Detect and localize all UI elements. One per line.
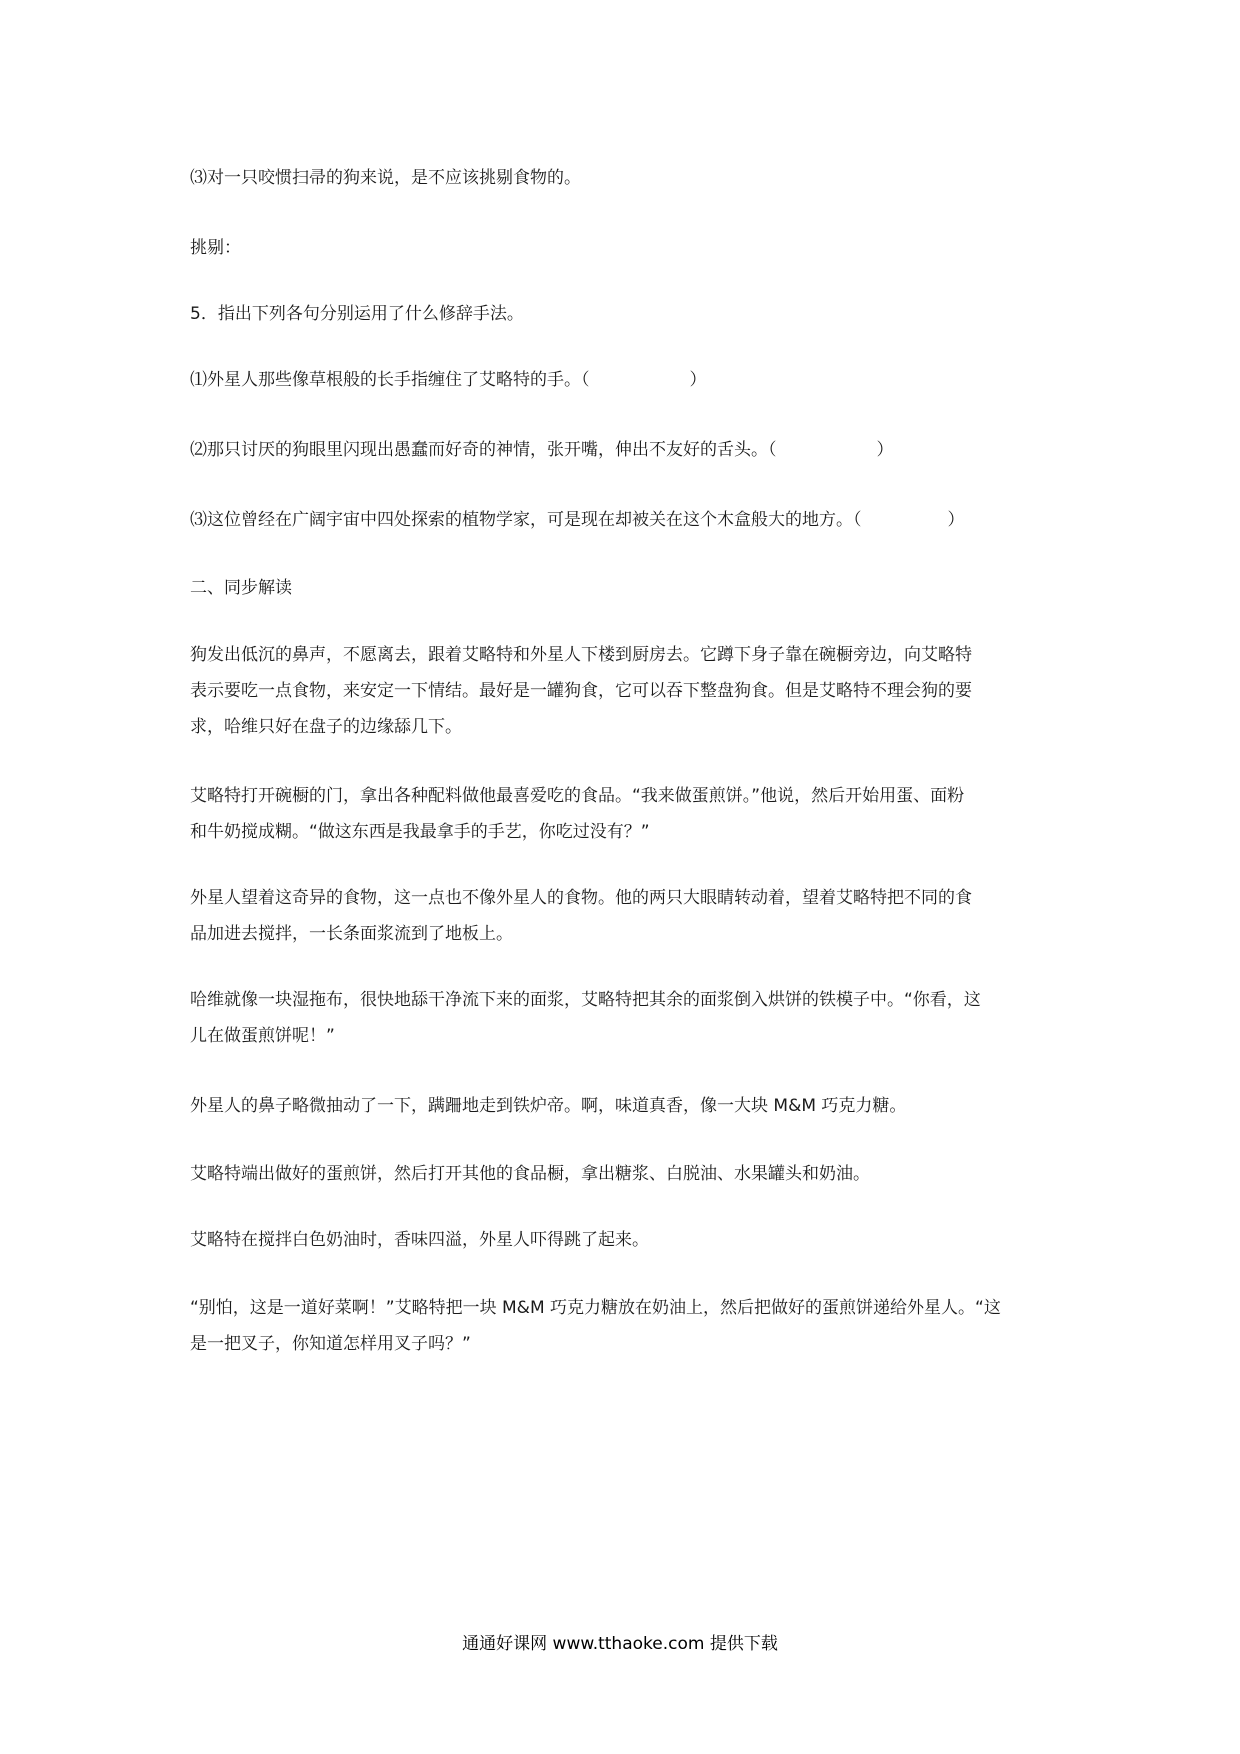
reading-paragraph-4 (190, 982, 1060, 1054)
question-5-1 (190, 362, 1060, 398)
paragraph-line: 和牛奶搅成糊。“做这东西是我最拿手的手艺，你吃过没有？” (190, 822, 650, 842)
question-5-heading: 5．指出下列各句分别运用了什么修辞手法。 (190, 304, 524, 324)
paragraph-line: “别怕，这是一道好菜啊！”艾略特把一块 M&M 巧克力糖放在奶油上，然后把做好的蛋煎饼递给外星人。“这 (190, 1298, 1001, 1318)
paragraph-line: 外星人望着这奇异的食物，这一点也不像外星人的食物。他的两只大眼睛转动着，望着艾略特把不同的食 (190, 888, 972, 908)
paragraph-line: 表示要吃一点食物，来安定一下情结。最好是一罐狗食，它可以吞下整盘狗食。但是艾略特不理会狗的要 (190, 681, 972, 701)
paragraph-line: 求，哈维只好在盘子的边缘舔几下。 (190, 717, 462, 737)
reading-paragraph-7: 艾略特在搅拌白色奶油时，香味四溢，外星人吓得跳了起来。 (190, 1230, 649, 1250)
question-4-3-answer-label: 挑剔： (190, 238, 241, 258)
reading-paragraph-6: 艾略特端出做好的蛋煎饼，然后打开其他的食品橱，拿出糖浆、白脱油、水果罐头和奶油。 (190, 1164, 870, 1184)
question-5-2-text: ⑵那只讨厌的狗眼里闪现出愚蠢而好奇的神情，张开嘴，伸出不友好的舌头。（ (190, 440, 777, 460)
paragraph-line: 艾略特打开碗橱的门，拿出各种配料做他最喜爱吃的食品。“我来做蛋煎饼。”他说，然后开始用蛋、面粉 (190, 786, 965, 806)
section-2-heading: 二、同步解读 (190, 578, 292, 598)
reading-paragraph-5: 外星人的鼻子略微抽动了一下，蹒跚地走到铁炉帝。啊，味道真香，像一大块 M&M 巧克力糖。 (190, 1096, 907, 1116)
reading-paragraph-3 (190, 880, 1060, 952)
page-footer: 通通好课网 www.tthaoke.com 提供下载 (462, 1634, 778, 1654)
paragraph-line: 哈维就像一块湿拖布，很快地舔干净流下来的面浆，艾略特把其余的面浆倒入烘饼的铁模子中。“你看，这 (190, 990, 981, 1010)
question-5-2-close: ） (876, 440, 894, 460)
question-5-3 (190, 502, 1060, 538)
question-5-3-close: ） (947, 510, 965, 530)
reading-paragraph-8 (190, 1290, 1060, 1362)
question-5-1-close: ） (689, 370, 707, 390)
question-5-3-text: ⑶这位曾经在广阔宇宙中四处探索的植物学家，可是现在却被关在这个木盒般大的地方。（ (190, 510, 862, 530)
reading-paragraph-1 (190, 637, 1060, 745)
paragraph-line: 品加进去搅拌，一长条面浆流到了地板上。 (190, 924, 513, 944)
paragraph-line: 狗发出低沉的鼻声，不愿离去，跟着艾略特和外星人下楼到厨房去。它蹲下身子靠在碗橱旁边，向艾略特 (190, 645, 972, 665)
reading-paragraph-2 (190, 778, 1060, 850)
question-4-3-sentence: ⑶对一只咬惯扫帚的狗来说，是不应该挑剔食物的。 (190, 168, 581, 188)
question-5-1-text: ⑴外星人那些像草根般的长手指缠住了艾略特的手。（ (190, 370, 590, 390)
paragraph-line: 是一把叉子，你知道怎样用叉子吗？” (190, 1334, 471, 1354)
question-5-2 (190, 432, 1060, 468)
paragraph-line: 儿在做蛋煎饼呢！” (190, 1026, 335, 1046)
